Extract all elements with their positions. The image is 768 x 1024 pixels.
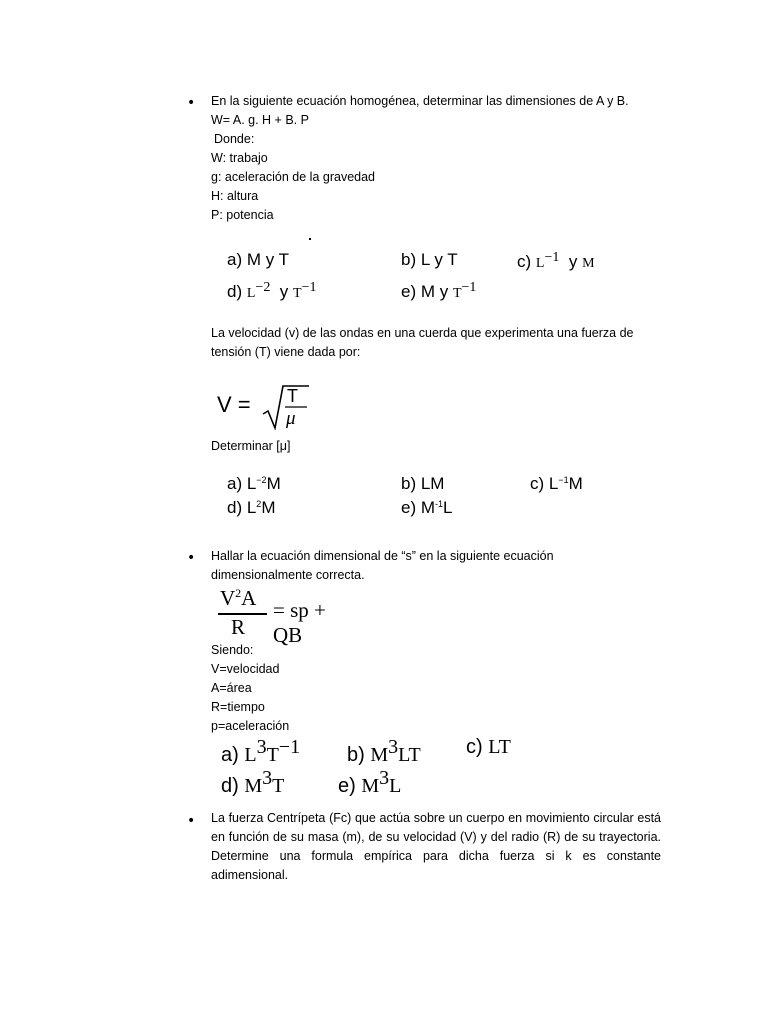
q1-donde: Donde: xyxy=(214,132,255,146)
q1-option-c: c) $L^{-1}$ y M xyxy=(517,250,595,271)
formula-denominator: μ xyxy=(286,408,296,429)
q2-option-e: e) $M^{-1}L$ xyxy=(401,498,453,517)
q4-line: La fuerza Centrípeta (Fc) que actúa sobre un cuerpo en movimiento circular está xyxy=(211,811,661,825)
q3-option-c: c) LT xyxy=(466,736,511,758)
q3-def: V=velocidad xyxy=(211,662,280,676)
q4-line: adimensional. xyxy=(211,868,289,882)
q2-option-d: d) $L^2M$ xyxy=(227,498,276,517)
q4-line: en función de su masa (m), de su velocidad (V) y del radio (R) de su trayectoria. xyxy=(211,830,661,844)
q1-statement: En la siguiente ecuación homogénea, determinar las dimensiones de A y B. xyxy=(211,94,629,108)
formula-numerator: T xyxy=(287,386,298,406)
formula-numerator: $V^2A$ xyxy=(220,586,257,610)
q2-option-c: c) $L^{-1}M$ xyxy=(530,474,583,493)
q3-def: R=tiempo xyxy=(211,700,265,714)
q1-def: H: altura xyxy=(211,189,259,203)
q3-option-d: d) $M^3T$ xyxy=(221,767,285,797)
q1-def: P: potencia xyxy=(211,208,274,222)
q1-option-e: e) M y $T^{-1}$ xyxy=(401,280,477,301)
q1-def: g: aceleración de la gravedad xyxy=(211,170,376,184)
q3-statement-line2: dimensionalmente correcta. xyxy=(211,568,365,582)
q2-formula xyxy=(217,384,317,434)
q4-line: Determine una formula empírica para dicha fuerza si k es constante xyxy=(211,849,661,863)
q2-option-a: a) $L^{-2}M$ xyxy=(227,474,281,493)
q3-option-a: a) $L^3T^{-1}$ xyxy=(221,736,301,766)
q2-statement-line1: La velocidad (v) de las ondas en una cuerda que experimenta una fuerza de xyxy=(211,326,634,340)
bullet: • xyxy=(187,95,196,111)
q3-option-b: b) $M^3LT$ xyxy=(347,736,421,766)
q3-statement-line1: Hallar la ecuación dimensional de “s” en la siguiente ecuación xyxy=(211,549,554,563)
q1-equation: W= A. g. H + B. P xyxy=(211,113,309,127)
q3-def: A=área xyxy=(211,681,252,695)
q1-def: W: trabajo xyxy=(211,151,268,165)
bullet: • xyxy=(187,550,196,566)
q2-ask: Determinar [μ] xyxy=(211,439,291,453)
q3-siendo: Siendo: xyxy=(211,643,254,657)
q1-option-d: d) $L^{-2}$ y $T^{-1}$ xyxy=(227,280,317,301)
bullet: • xyxy=(187,813,196,829)
formula-denominator: R xyxy=(231,615,246,639)
formula-rhs: = sp + QB xyxy=(273,598,326,647)
dot-mark xyxy=(309,238,311,240)
formula-lhs: V = xyxy=(217,392,251,417)
q3-def: p=aceleración xyxy=(211,719,290,733)
q2-statement-line2: tensión (T) viene dada por: xyxy=(211,345,361,359)
q1-option-b: b) L y T xyxy=(401,250,458,269)
q3-formula xyxy=(218,586,358,647)
q3-option-e: e) $M^3L$ xyxy=(338,767,402,797)
q1-option-a: a) M y T xyxy=(227,250,290,269)
q2-option-b: b) LM xyxy=(401,474,445,493)
